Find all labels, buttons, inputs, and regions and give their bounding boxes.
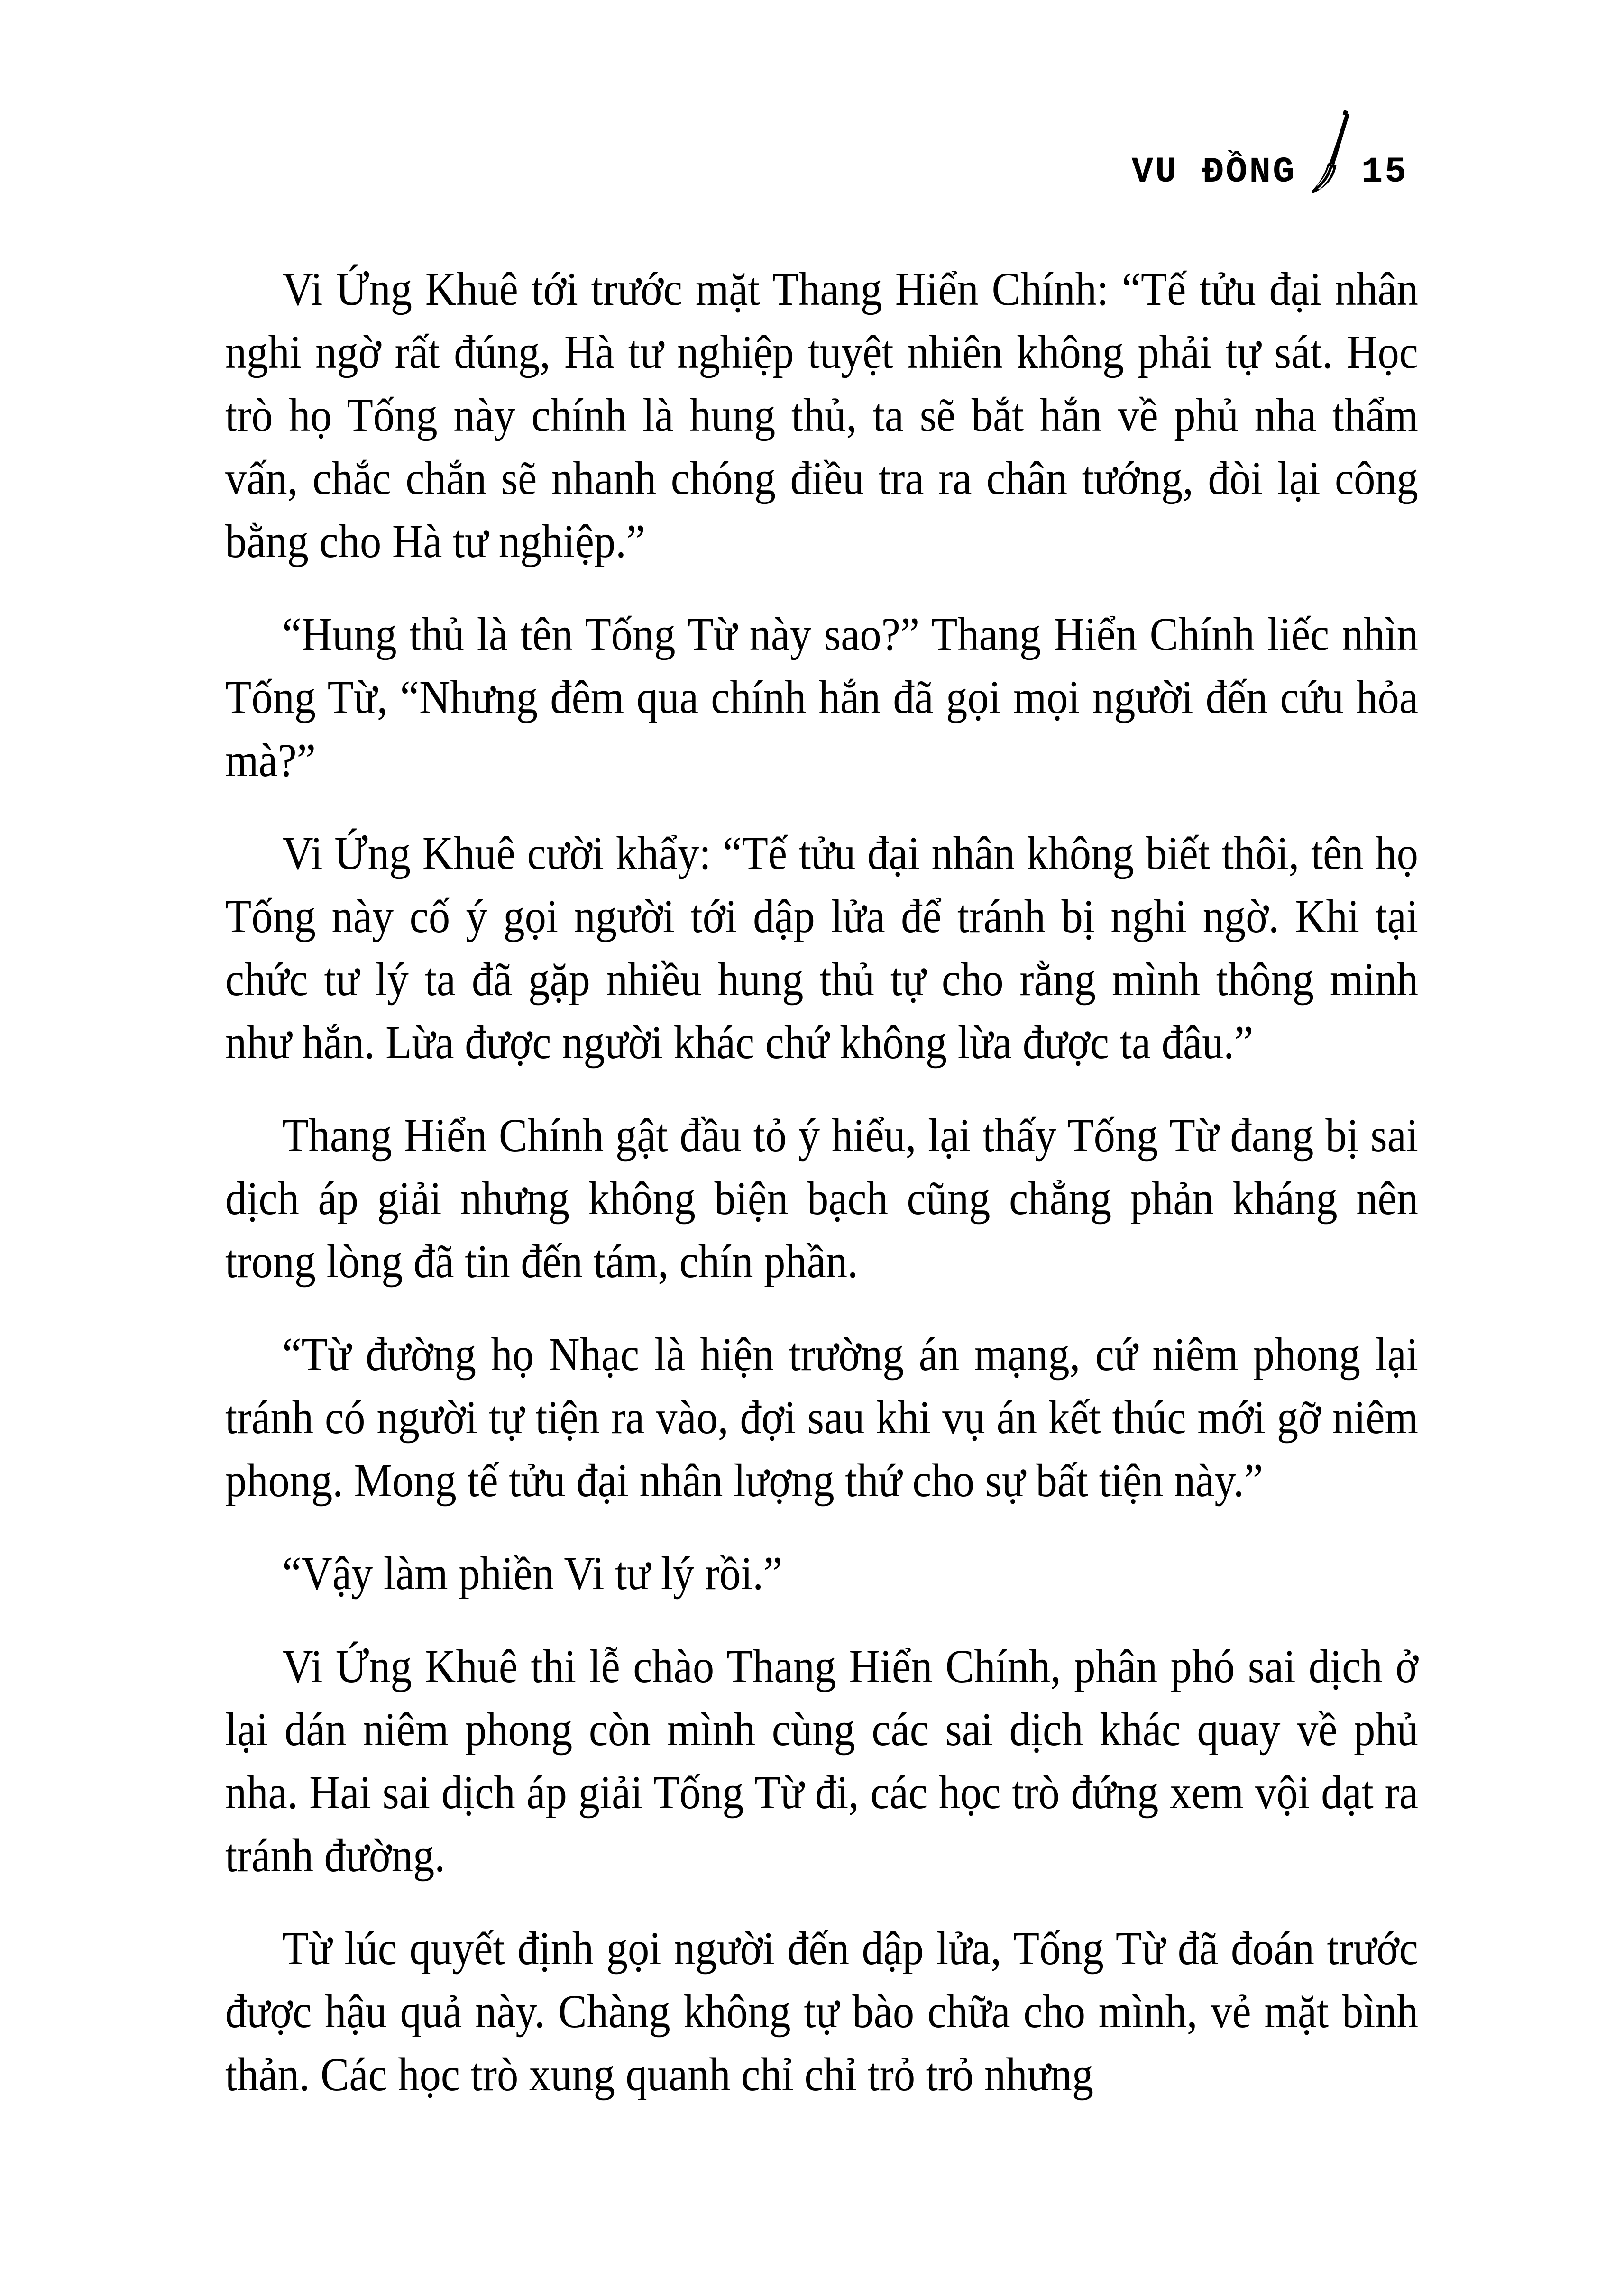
- paragraph: “Từ đường họ Nhạc là hiện trường án mạng, cứ niêm phong lại tránh có người tự tiện ra vào, đợi sau khi vụ án kết thúc mới gỡ niêm phong. Mong tế tửu đại nhân lượng thứ cho sự bất tiện này.”: [225, 1328, 1418, 1507]
- page-number: 15: [1361, 152, 1408, 192]
- running-title: VU ĐỒNG: [1131, 152, 1296, 192]
- paragraph: Vi Ứng Khuê tới trước mặt Thang Hiển Chính: “Tế tửu đại nhân nghi ngờ rất đúng, Hà tư nghiệp tuyệt nhiên không phải tự sát. Học trò họ Tống này chính là hung thủ, ta sẽ bắt hắn về phủ nha thẩm vấn, chắc chắn sẽ nhanh chóng điều tra ra chân tướng, đòi lại công bằng cho Hà tư nghiệp.”: [225, 263, 1418, 567]
- brush-icon: [1307, 110, 1352, 194]
- paragraph: “Hung thủ là tên Tống Từ này sao?” Thang Hiển Chính liếc nhìn Tống Từ, “Nhưng đêm qua chính hắn đã gọi mọi người đến cứu hỏa mà?”: [225, 608, 1418, 787]
- paragraph: Thang Hiển Chính gật đầu tỏ ý hiểu, lại thấy Tống Từ đang bị sai dịch áp giải nhưng không biện bạch cũng chẳng phản kháng nên trong lòng đã tin đến tám, chín phần.: [225, 1109, 1418, 1288]
- paragraph: “Vậy làm phiền Vi tư lý rồi.”: [282, 1547, 783, 1600]
- paragraph: Vi Ứng Khuê thi lễ chào Thang Hiển Chính, phân phó sai dịch ở lại dán niêm phong còn mình cùng các sai dịch khác quay về phủ nha. Hai sai dịch áp giải Tống Từ đi, các học trò đứng xem vội dạt ra tránh đường.: [225, 1640, 1418, 1882]
- page-text: [225, 257, 1418, 2106]
- page-header: [1132, 0, 1408, 191]
- paragraph: Từ lúc quyết định gọi người đến dập lửa, Tống Từ đã đoán trước được hậu quả này. Chàng không tự bào chữa cho mình, vẻ mặt bình thản. Các học trò xung quanh chỉ chỉ trỏ trỏ nhưng: [225, 1922, 1418, 2101]
- paragraph: Vi Ứng Khuê cười khẩy: “Tế tửu đại nhân không biết thôi, tên họ Tống này cố ý gọi người tới dập lửa để tránh bị nghi ngờ. Khi tại chức tư lý ta đã gặp nhiều hung thủ tự cho rằng mình thông minh như hắn. Lừa được người khác chứ không lừa được ta đâu.”: [225, 827, 1418, 1069]
